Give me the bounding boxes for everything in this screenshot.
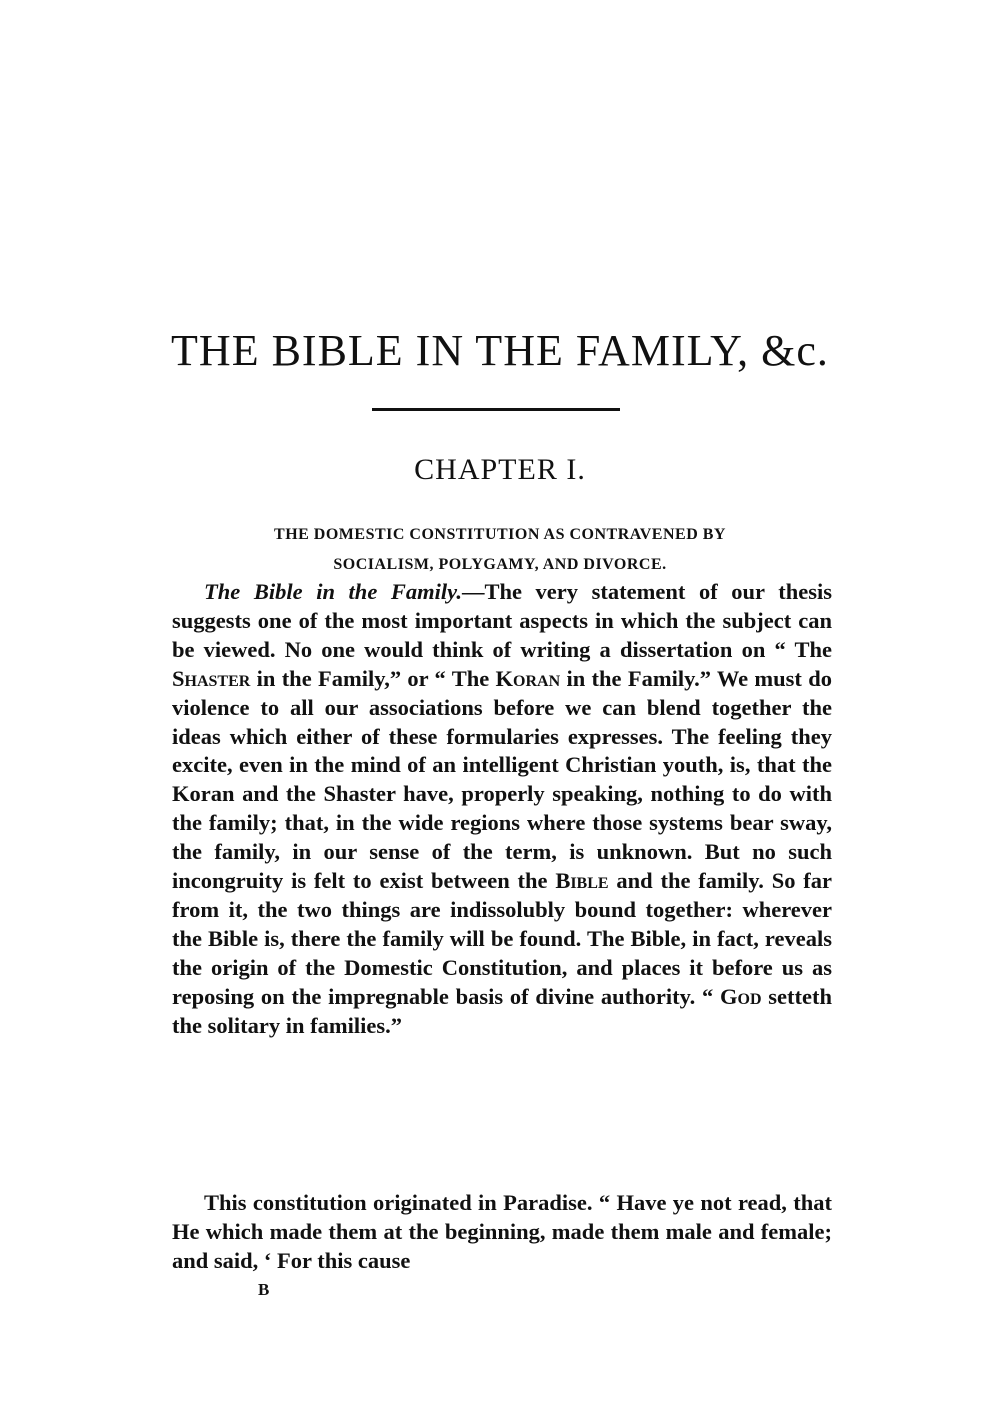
paragraph-1-text-5: setteth the solitary in families.” bbox=[172, 983, 832, 1038]
run-in-heading: The Bible in the Family. bbox=[204, 579, 462, 604]
small-caps-koran: Koran bbox=[495, 665, 561, 691]
paragraph-1 bbox=[172, 578, 832, 1041]
paragraph-1-text-1: —The very statement of our thesis suggests one of the most important aspects in which the subject can be viewed. No one would think of writing a dissertation on “ The bbox=[172, 579, 832, 662]
paragraph-1-text-3: in the Family.” We must do violence to all our associations before we can blend together the ideas which either of these formularies expresses. The feeling they excite, even in the mind of an intelligent Christian youth, is, that the Koran and the Shaster have, properly speaking, nothing to do with the family; that, in the wide regions where those systems bear sway, the family, in our sense of the term, is unknown. But no such incongruity is felt to exist between the bbox=[172, 665, 832, 894]
paragraph-1-text-4: and the family. So far from it, the two things are indissolubly bound together: wherever the Bible is, there the family will be found. The Bible, in fact, reveals the origin of the Domestic Constitution, and places it before us as reposing on the impregnable basis of divine authority. “ bbox=[172, 868, 832, 1009]
small-caps-god: God bbox=[720, 983, 762, 1009]
paragraph-2: This constitution originated in Paradise. “ Have ye not read, that He which made them at the beginning, made them male and female; and said, ‘ For this cause bbox=[172, 1190, 832, 1273]
chapter-subtitle-line-2: SOCIALISM, POLYGAMY, AND DIVORCE. bbox=[333, 556, 667, 573]
chapter-subtitle bbox=[160, 520, 840, 580]
small-caps-bible: Bible bbox=[555, 868, 609, 894]
title-rule bbox=[372, 408, 620, 411]
signature-mark: B bbox=[258, 1280, 270, 1299]
chapter-subtitle-line-1: THE DOMESTIC CONSTITUTION AS CONTRAVENED BY bbox=[274, 526, 726, 543]
chapter-heading: CHAPTER I. bbox=[414, 453, 586, 486]
paragraph-1-text-2: in the Family,” or “ The bbox=[250, 665, 496, 691]
small-caps-shaster: Shaster bbox=[172, 665, 251, 691]
book-title: THE BIBLE IN THE FAMILY, &c. bbox=[171, 326, 829, 375]
